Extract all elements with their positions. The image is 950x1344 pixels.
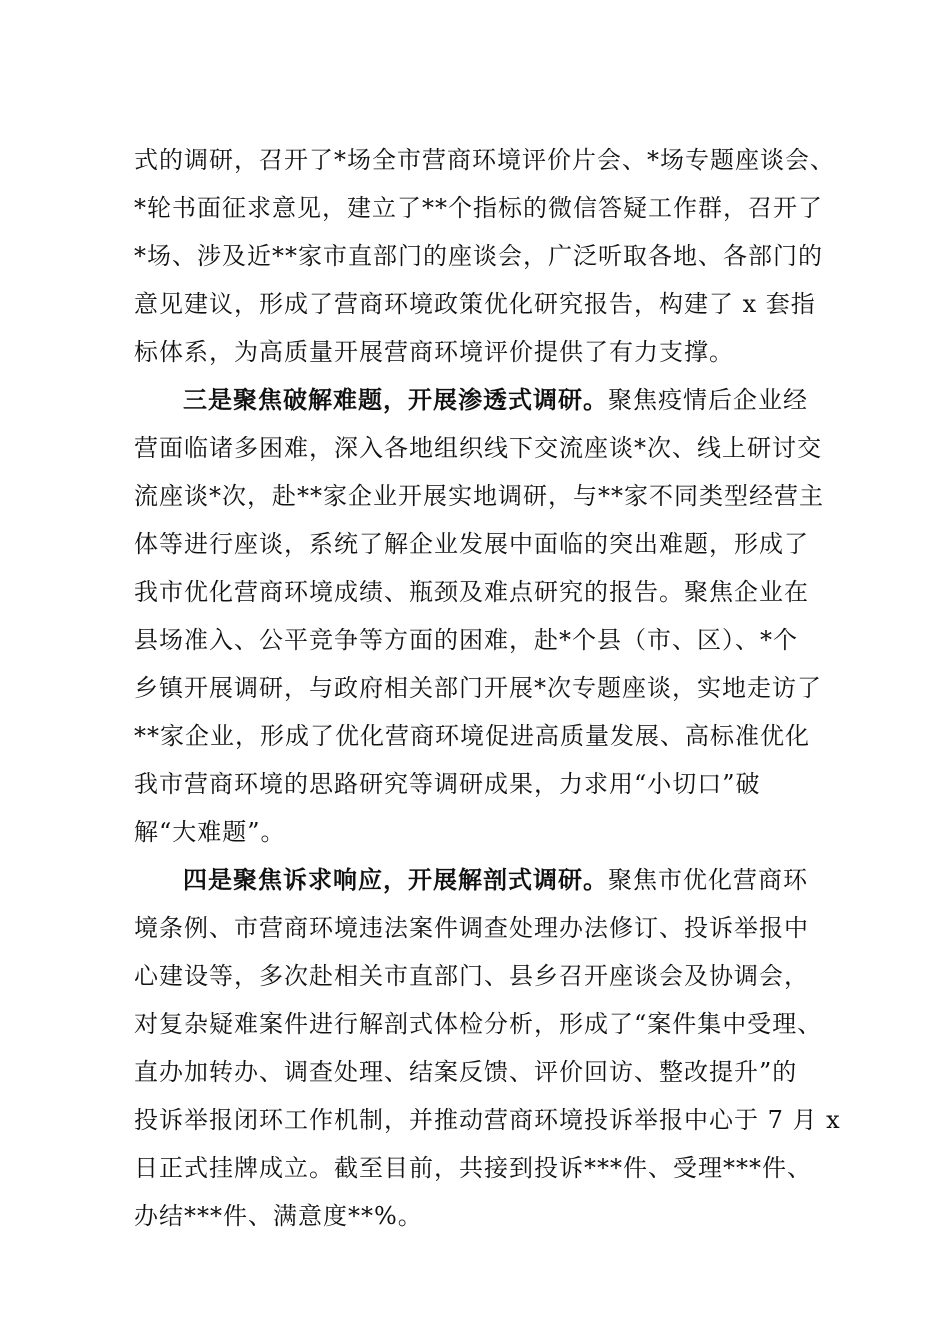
paragraph-2-line-8: **家企业，形成了优化营商环境促进高质量发展、高标准优化 (134, 722, 810, 750)
paragraph-3-line-5: 直办加转办、调查处理、结案反馈、评价回访、整改提升”的 (134, 1058, 798, 1086)
paragraph-2-line-3: 流座谈*次，赴**家企业开展实地调研，与**家不同类型经营主 (134, 482, 824, 510)
paragraph-2-first-line-rest: 聚焦疫情后企业经 (608, 386, 808, 414)
paragraph-2-lead: 三是聚焦破解难题，开展渗透式调研。 (183, 385, 608, 414)
paragraph-3-line-8: 办结***件、满意度**%。 (134, 1202, 423, 1230)
paragraph-1-line-2: *轮书面征求意见，建立了**个指标的微信答疑工作群，召开了 (134, 194, 823, 222)
paragraph-2-line-6: 县场准入、公平竞争等方面的困难，赴*个县（市、区）、*个 (134, 626, 798, 654)
paragraph-3-line-7: 日正式挂牌成立。截至目前，共接到投诉***件、受理***件、 (134, 1154, 812, 1182)
paragraph-3-lead: 四是聚焦诉求响应，开展解剖式调研。 (183, 865, 608, 894)
paragraph-3-line-2: 境条例、市营商环境违法案件调查处理办法修订、投诉举报中 (134, 914, 809, 942)
paragraph-2-line-9: 我市营商环境的思路研究等调研成果，力求用“小切口”破 (134, 770, 761, 798)
paragraph-3-first-line-rest: 聚焦市优化营商环 (608, 866, 808, 894)
paragraph-3-line-4: 对复杂疑难案件进行解剖式体检分析，形成了“案件集中受理、 (134, 1010, 823, 1038)
paragraph-1-line-4: 意见建议，形成了营商环境政策优化研究报告，构建了 x 套指 (134, 290, 816, 318)
paragraph-2-first-line (183, 383, 808, 417)
paragraph-3-line-3: 心建设等，多次赴相关市直部门、县乡召开座谈会及协调会， (134, 962, 809, 990)
paragraph-2-line-7: 乡镇开展调研，与政府相关部门开展*次专题座谈，实地走访了 (134, 674, 822, 702)
paragraph-3-line-6: 投诉举报闭环工作机制，并推动营商环境投诉举报中心于 7 月 x (134, 1106, 841, 1134)
paragraph-1-line-5: 标体系，为高质量开展营商环境评价提供了有力支撑。 (134, 338, 734, 366)
paragraph-2-line-5: 我市优化营商环境成绩、瓶颈及难点研究的报告。聚焦企业在 (134, 578, 809, 606)
paragraph-1-line-1: 式的调研，召开了*场全市营商环境评价片会、*场专题座谈会、 (134, 146, 835, 174)
paragraph-2-line-4: 体等进行座谈，系统了解企业发展中面临的突出难题，形成了 (134, 530, 809, 558)
paragraph-1-line-3: *场、涉及近**家市直部门的座谈会，广泛听取各地、各部门的 (134, 242, 823, 270)
paragraph-2-line-10: 解“大难题”。 (134, 818, 286, 846)
paragraph-2-line-2: 营面临诸多困难，深入各地组织线下交流座谈*次、线上研讨交 (134, 434, 822, 462)
paragraph-3-first-line (183, 863, 808, 897)
